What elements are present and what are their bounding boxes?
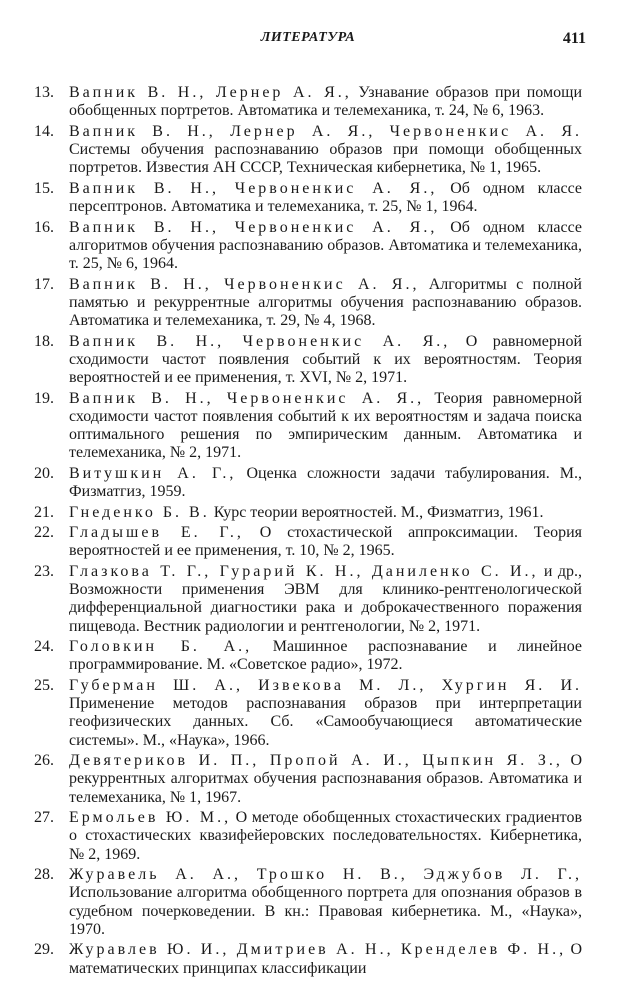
reference-item xyxy=(34,180,582,216)
reference-number: 26. xyxy=(34,752,54,770)
reference-authors: Вапник В. Н., Лернер А. Я., xyxy=(69,84,352,101)
reference-number: 19. xyxy=(34,389,54,407)
reference-authors: Гладышев Е. Г., xyxy=(69,524,244,542)
reference-authors: Вапник В. Н., Червоненкис А. Я., xyxy=(69,275,420,293)
reference-text: и др., Возможности применения ЭВМ для клинико-рентгенологической дифференциальной диагностики рака и доброкачественного поражения пищевода. Вестник радиологии и рентгенологии, № 2, 1971. xyxy=(69,562,582,635)
reference-authors: Вапник В. Н., Червоненкис А. Я., xyxy=(69,179,438,197)
reference-text: Об одном классе алгоритмов обучения распознаванию образов. Автоматика и телемеханика, т. 25, № 6, 1964. xyxy=(69,218,582,272)
reference-text: Системы обучения распознаванию образов при помощи обобщенных портретов. Известия АН СССР, Техническая кибернетика, № 1, 1965. xyxy=(69,141,582,177)
reference-authors: Вапник В. Н., Червоненкис А. Я., xyxy=(69,389,425,407)
reference-text: О равномерной сходимости частот появления событий к их вероятностям. Теория вероятностей и ее применения, т. XVI, № 2, 1971. xyxy=(69,332,583,386)
reference-item xyxy=(34,84,582,120)
reference-number: 13. xyxy=(34,84,54,101)
reference-authors: Журавлев Ю. И., Дмитриев А. Н., Кренделев Ф. Н., xyxy=(69,941,567,959)
reference-text: Алгоритмы с полной памятью и рекуррентные алгоритмы обучения распознаванию образов. Автоматика и телемеханика, т. 29, № 4, 1968. xyxy=(69,275,582,329)
reference-number: 25. xyxy=(34,676,54,694)
reference-number: 18. xyxy=(34,332,54,350)
header-title: ЛИТЕРАТУРА xyxy=(260,30,356,45)
reference-authors: Глазкова Т. Г., Гурарий К. Н., Даниленко С. И., xyxy=(69,562,539,580)
reference-text: Оценка сложности задачи табулирования. М., Физматгиз, 1959. xyxy=(69,464,582,500)
reference-number: 20. xyxy=(34,464,54,482)
reference-authors: Журавель А. А., Трошко Н. В., Эджубов Л. Г., xyxy=(69,866,582,884)
reference-number: 29. xyxy=(34,941,54,959)
reference-item xyxy=(34,809,582,864)
reference-item xyxy=(34,677,582,750)
reference-text: О рекуррентных алгоритмах обучения распознавания образов. Автоматика и телемеханика, № 1, 1967. xyxy=(69,752,583,806)
reference-authors: Головкин Б. А., xyxy=(69,638,253,656)
reference-text: Узнавание образов при помощи обобщенных портретов. Автоматика и телемеханика, т. 24, № 6, 1963. xyxy=(69,84,583,120)
reference-text: О стохастической аппроксимации. Теория вероятностей и ее применения, т. 10, № 2, 1965. xyxy=(69,524,582,560)
reference-list xyxy=(34,84,582,980)
reference-item xyxy=(34,866,582,939)
reference-authors: Губерман Ш. А., Извекова М. Л., Хургин Я. И. xyxy=(69,676,582,694)
reference-authors: Витушкин А. Г., xyxy=(69,464,237,482)
reference-number: 14. xyxy=(34,122,54,140)
reference-item xyxy=(34,563,582,636)
reference-text: Курс теории вероятностей. М., Физматгиз, 1961. xyxy=(213,503,544,521)
reference-number: 22. xyxy=(34,524,54,542)
reference-item xyxy=(34,524,582,560)
reference-item xyxy=(34,752,582,807)
reference-item xyxy=(34,123,582,178)
reference-item xyxy=(34,276,582,331)
reference-number: 23. xyxy=(34,562,54,580)
reference-item xyxy=(34,504,582,522)
reference-item xyxy=(34,941,582,977)
reference-text: Об одном классе персептронов. Автоматика и телемеханика, т. 25, № 1, 1964. xyxy=(69,179,582,215)
reference-authors: Ермольев Ю. М., xyxy=(69,809,232,827)
reference-authors: Вапник В. Н., Червоненкис А. Я., xyxy=(69,218,438,236)
reference-authors: Вапник В. Н., Червоненкис А. Я., xyxy=(69,332,451,350)
page-number: 411 xyxy=(562,30,586,47)
reference-text: О математических принципах классификации xyxy=(69,941,583,977)
reference-authors: Гнеденко Б. В. xyxy=(69,503,210,521)
reference-item xyxy=(34,333,582,388)
reference-number: 24. xyxy=(34,638,54,656)
running-header xyxy=(30,30,586,52)
reference-text: Теория равномерной сходимости частот появления событий к их вероятностям и задача поиска оптимального решения по эмпирическим данным. Автоматика и телемеханика, № 2, 1971. xyxy=(69,389,583,462)
reference-text: Использование алгоритма обобщенного портрета для опознания образов в судебном почерковедении. В кн.: Правовая кибернетика. М., «Наука», 1970. xyxy=(69,884,582,938)
reference-number: 15. xyxy=(34,179,54,197)
reference-number: 27. xyxy=(34,809,54,827)
reference-item xyxy=(34,219,582,274)
reference-authors: Вапник В. Н., Лернер А. Я., Червоненкис А. Я. xyxy=(69,122,582,140)
reference-item xyxy=(34,638,582,674)
reference-text: Применение методов распознавания образов при интерпретации геофизических данных. Сб. «Самообучающиеся автоматические системы». М., «Наука», 1966. xyxy=(69,695,582,749)
reference-text: О методе обобщенных стохастических градиентов о стохастических квазифейеровских последовательностях. Кибернетика, № 2, 1969. xyxy=(69,809,583,863)
reference-number: 16. xyxy=(34,218,54,236)
reference-number: 28. xyxy=(34,866,54,884)
reference-number: 17. xyxy=(34,275,54,293)
reference-text: Машинное распознавание и линейное программирование. М. «Советское радио», 1972. xyxy=(69,638,582,674)
reference-item xyxy=(34,465,582,501)
reference-number: 21. xyxy=(34,503,54,521)
reference-authors: Девятериков И. П., Пропой А. И., Цыпкин Я. З., xyxy=(69,752,563,770)
reference-item xyxy=(34,390,582,463)
